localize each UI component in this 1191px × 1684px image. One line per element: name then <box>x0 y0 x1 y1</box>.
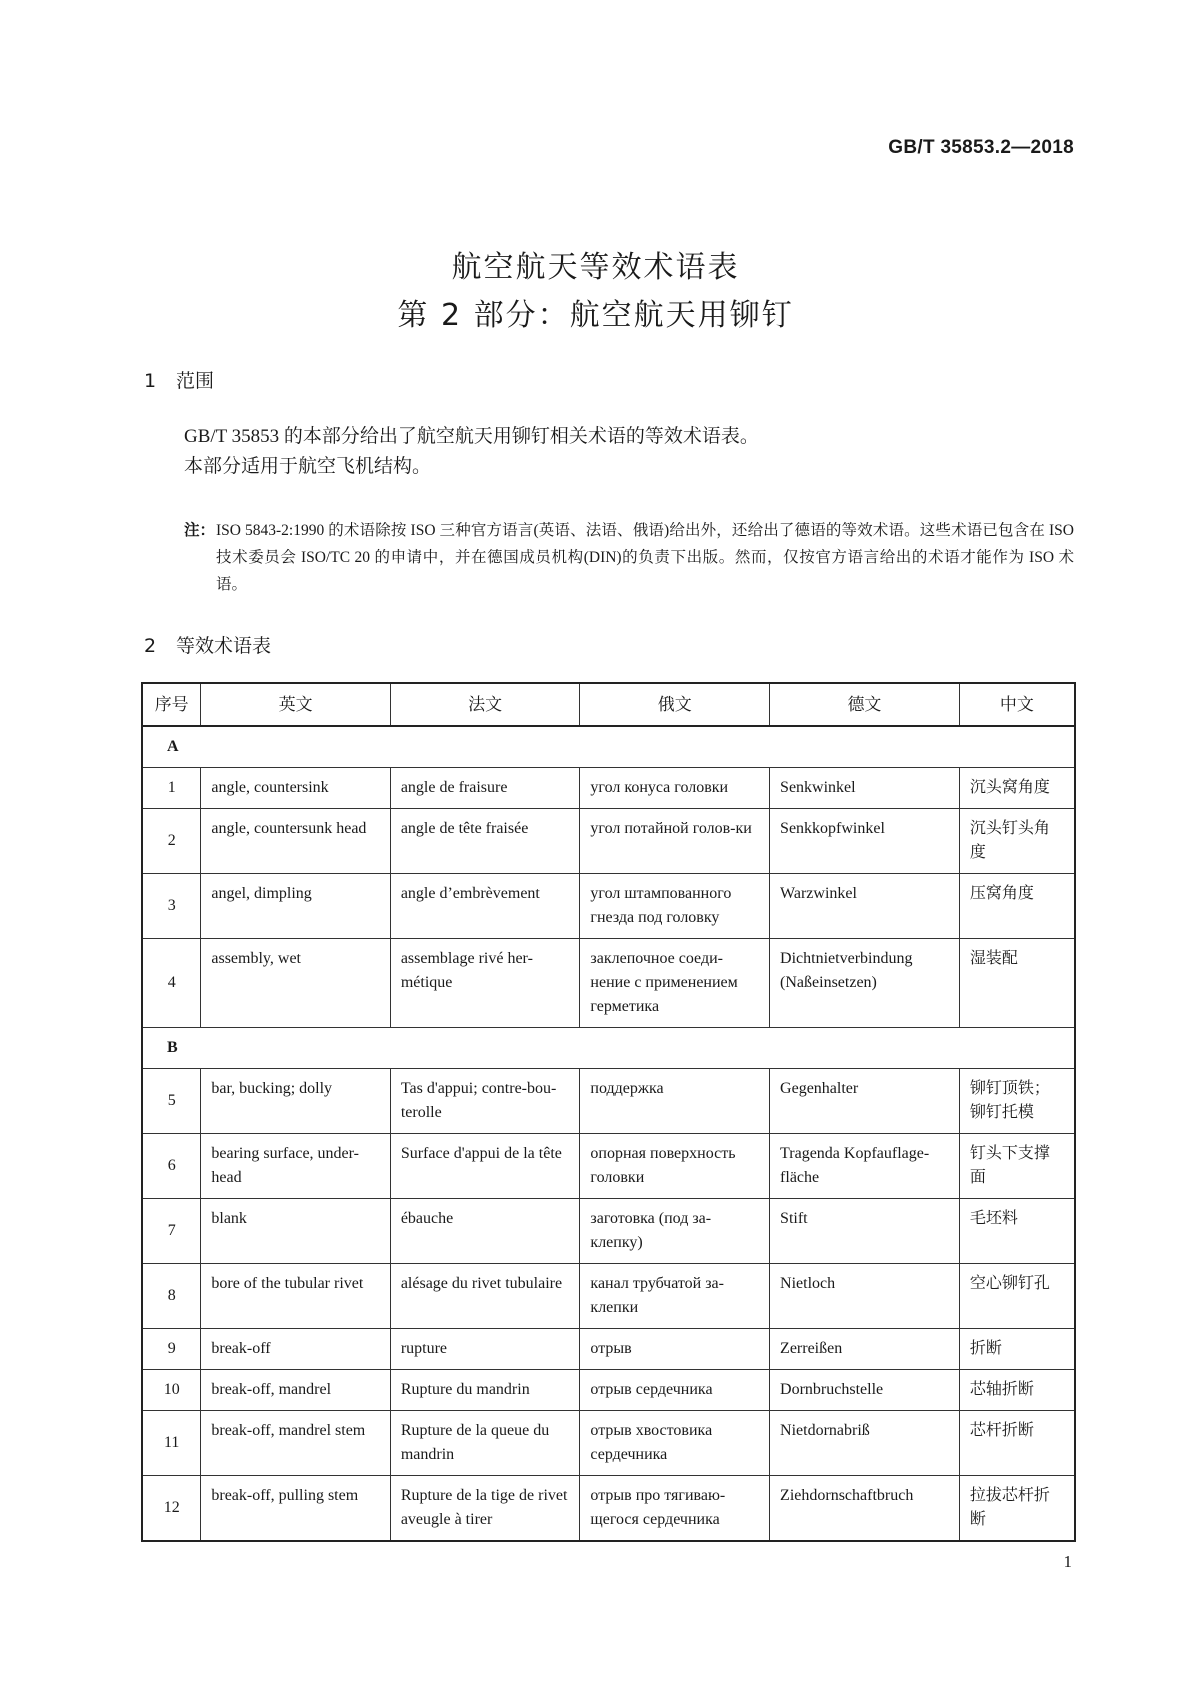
cell-ru: отрыв <box>580 1329 770 1370</box>
section-1-heading <box>144 366 214 393</box>
cell-en: angle, countersink <box>201 768 390 809</box>
table-row <box>142 939 1075 1028</box>
section-row-a <box>142 726 1075 768</box>
cell-no: 2 <box>142 809 201 874</box>
cell-de: Zerreißen <box>770 1329 960 1370</box>
scope-paragraph-2: 本部分适用于航空飞机结构。 <box>184 456 432 477</box>
cell-de: Ziehdornschaftbruch <box>770 1476 960 1542</box>
cell-en: assembly, wet <box>201 939 390 1028</box>
cell-de: Nietdornabriß <box>770 1411 960 1476</box>
cell-fr: assemblage rivé her-métique <box>390 939 580 1028</box>
cell-zh: 铆钉顶铁；铆钉托模 <box>959 1069 1075 1134</box>
cell-zh: 芯轴折断 <box>959 1370 1075 1411</box>
cell-zh: 湿装配 <box>959 939 1075 1028</box>
document-title <box>0 244 1191 340</box>
cell-fr: ébauche <box>390 1199 580 1264</box>
cell-de: Senkkopfwinkel <box>770 809 960 874</box>
cell-fr: Surface d'appui de la tête <box>390 1134 580 1199</box>
table-row <box>142 768 1075 809</box>
cell-fr: Rupture de la queue du mandrin <box>390 1411 580 1476</box>
standard-number: GB/T 35853.2—2018 <box>888 137 1074 158</box>
cell-en: angel, dimpling <box>201 874 390 939</box>
cell-fr: Rupture de la tige de rivet aveugle à tirer <box>390 1476 580 1542</box>
cell-en: break-off, pulling stem <box>201 1476 390 1542</box>
cell-en: break-off <box>201 1329 390 1370</box>
cell-en: bar, bucking; dolly <box>201 1069 390 1134</box>
table-row <box>142 1411 1075 1476</box>
cell-fr: Rupture du mandrin <box>390 1370 580 1411</box>
cell-de: Dornbruchstelle <box>770 1370 960 1411</box>
cell-no: 8 <box>142 1264 201 1329</box>
section-2-heading <box>144 631 271 658</box>
cell-de: Stift <box>770 1199 960 1264</box>
cell-no: 5 <box>142 1069 201 1134</box>
section-2-title: 等效术语表 <box>176 635 272 657</box>
cell-no: 9 <box>142 1329 201 1370</box>
scope-note <box>184 517 1074 598</box>
header-german: 德文 <box>770 683 960 726</box>
cell-ru: канал трубчатой за-клепки <box>580 1264 770 1329</box>
page-number: 1 <box>1063 1552 1072 1571</box>
cell-zh: 毛坯料 <box>959 1199 1075 1264</box>
cell-no: 10 <box>142 1370 201 1411</box>
cell-fr: Tas d'appui; contre-bou-terolle <box>390 1069 580 1134</box>
cell-ru: опорная поверхность головки <box>580 1134 770 1199</box>
table-header-row <box>142 683 1075 726</box>
cell-de: Nietloch <box>770 1264 960 1329</box>
cell-no: 1 <box>142 768 201 809</box>
section-row-b <box>142 1028 1075 1069</box>
cell-en: bearing surface, under-head <box>201 1134 390 1199</box>
cell-ru: угол потайной голов-ки <box>580 809 770 874</box>
cell-ru: угол конуса головки <box>580 768 770 809</box>
cell-zh: 空心铆钉孔 <box>959 1264 1075 1329</box>
table-row <box>142 1370 1075 1411</box>
cell-ru: угол штампованного гнезда под головку <box>580 874 770 939</box>
title-line-1: 航空航天等效术语表 <box>451 250 740 285</box>
scope-paragraph-1: GB/T 35853 的本部分给出了航空航天用铆钉相关术语的等效术语表。 <box>184 426 759 447</box>
cell-de: Warzwinkel <box>770 874 960 939</box>
cell-en: angle, countersunk head <box>201 809 390 874</box>
cell-no: 12 <box>142 1476 201 1542</box>
cell-de: Gegenhalter <box>770 1069 960 1134</box>
header-chinese: 中文 <box>959 683 1075 726</box>
cell-ru: заготовка (под за-клепку) <box>580 1199 770 1264</box>
table-row <box>142 809 1075 874</box>
cell-zh: 沉头钉头角度 <box>959 809 1075 874</box>
header-french: 法文 <box>390 683 580 726</box>
cell-en: break-off, mandrel stem <box>201 1411 390 1476</box>
cell-zh: 压窝角度 <box>959 874 1075 939</box>
table-row <box>142 1069 1075 1134</box>
section-letter: A <box>142 726 1075 768</box>
cell-zh: 拉拔芯杆折断 <box>959 1476 1075 1542</box>
cell-en: blank <box>201 1199 390 1264</box>
note-label: 注： <box>184 521 216 539</box>
table-row <box>142 1476 1075 1542</box>
cell-de: Senkwinkel <box>770 768 960 809</box>
section-1-title: 范围 <box>176 370 215 392</box>
cell-ru: поддержка <box>580 1069 770 1134</box>
cell-no: 11 <box>142 1411 201 1476</box>
cell-no: 3 <box>142 874 201 939</box>
cell-ru: заклепочное соеди-нение с применением герметика <box>580 939 770 1028</box>
terms-table <box>141 682 1076 1542</box>
cell-no: 4 <box>142 939 201 1028</box>
cell-fr: angle de fraisure <box>390 768 580 809</box>
section-2-number: 2 <box>144 635 157 657</box>
cell-zh: 芯杆折断 <box>959 1411 1075 1476</box>
cell-en: bore of the tubular rivet <box>201 1264 390 1329</box>
cell-ru: отрыв про тягиваю-щегося сердечника <box>580 1476 770 1542</box>
cell-no: 7 <box>142 1199 201 1264</box>
section-letter: B <box>142 1028 1075 1069</box>
header-russian: 俄文 <box>580 683 770 726</box>
cell-fr: alésage du rivet tubulaire <box>390 1264 580 1329</box>
cell-zh: 沉头窝角度 <box>959 768 1075 809</box>
cell-de: Tragenda Kopfauflage-fläche <box>770 1134 960 1199</box>
cell-fr: angle d’embrèvement <box>390 874 580 939</box>
cell-zh: 折断 <box>959 1329 1075 1370</box>
table-row <box>142 1329 1075 1370</box>
cell-de: Dichtnietverbindung (Naßeinsetzen) <box>770 939 960 1028</box>
header-english: 英文 <box>201 683 390 726</box>
title-line-2: 第 2 部分：航空航天用铆钉 <box>397 298 794 333</box>
cell-en: break-off, mandrel <box>201 1370 390 1411</box>
table-row <box>142 1134 1075 1199</box>
cell-ru: отрыв хвостовика сердечника <box>580 1411 770 1476</box>
table-row <box>142 1264 1075 1329</box>
cell-fr: angle de tête fraisée <box>390 809 580 874</box>
cell-ru: отрыв сердечника <box>580 1370 770 1411</box>
cell-no: 6 <box>142 1134 201 1199</box>
cell-fr: rupture <box>390 1329 580 1370</box>
note-text: ISO 5843-2:1990 的术语除按 ISO 三种官方语言(英语、法语、俄语)给出外，还给出了德语的等效术语。这些术语已包含在 ISO 技术委员会 ISO/TC 20 的申请中，并在德国成员机构(DIN)的负责下出版。然而，仅按官方语言给出的术语才能作为 ISO 术语。 <box>216 522 1074 593</box>
header-no: 序号 <box>142 683 201 726</box>
cell-zh: 钉头下支撑面 <box>959 1134 1075 1199</box>
section-1-number: 1 <box>144 370 157 392</box>
table-row <box>142 1199 1075 1264</box>
table-row <box>142 874 1075 939</box>
